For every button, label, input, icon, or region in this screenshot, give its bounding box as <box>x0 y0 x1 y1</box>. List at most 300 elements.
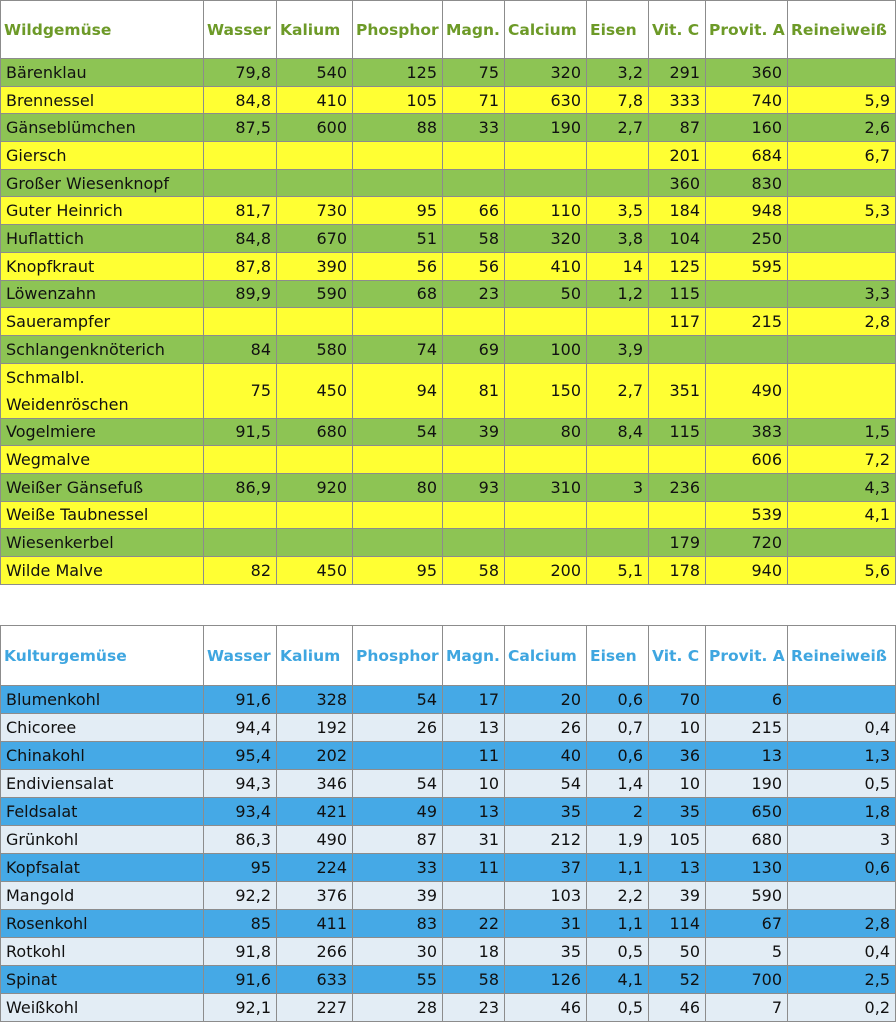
cult-table-row <box>1 854 896 882</box>
vegetable-name-cell: Wegmalve <box>1 446 204 474</box>
value-cell: 105 <box>353 86 443 114</box>
wild-table-row <box>1 501 896 529</box>
vegetable-name-cell: Sauerampfer <box>1 308 204 336</box>
value-cell: 13 <box>649 854 706 882</box>
value-cell <box>706 335 788 363</box>
value-cell: 33 <box>353 854 443 882</box>
value-cell: 190 <box>706 770 788 798</box>
value-cell: 920 <box>277 473 353 501</box>
value-cell: 0,2 <box>788 994 896 1022</box>
value-cell: 33 <box>443 114 505 142</box>
value-cell: 10 <box>649 714 706 742</box>
value-cell: 2,8 <box>788 308 896 336</box>
cult-table-row <box>1 798 896 826</box>
cult-header-cell: Eisen <box>587 626 649 686</box>
value-cell: 595 <box>706 252 788 280</box>
value-cell: 3 <box>788 826 896 854</box>
value-cell: 633 <box>277 966 353 994</box>
value-cell <box>587 501 649 529</box>
value-cell: 4,3 <box>788 473 896 501</box>
vegetable-name-cell: Schmalbl. Weidenröschen <box>1 363 204 418</box>
wild-table-row <box>1 418 896 446</box>
value-cell: 56 <box>443 252 505 280</box>
value-cell: 5,9 <box>788 86 896 114</box>
value-cell: 117 <box>649 308 706 336</box>
value-cell: 58 <box>443 557 505 585</box>
value-cell: 35 <box>649 798 706 826</box>
value-cell: 684 <box>706 142 788 170</box>
value-cell <box>788 882 896 910</box>
value-cell: 410 <box>505 252 587 280</box>
value-cell: 5,3 <box>788 197 896 225</box>
value-cell <box>204 142 277 170</box>
value-cell: 179 <box>649 529 706 557</box>
value-cell: 26 <box>353 714 443 742</box>
value-cell: 0,4 <box>788 938 896 966</box>
value-cell: 110 <box>505 197 587 225</box>
value-cell: 11 <box>443 854 505 882</box>
value-cell: 630 <box>505 86 587 114</box>
vegetable-name-cell: Kopfsalat <box>1 854 204 882</box>
cult-header-cell: Wasser <box>204 626 277 686</box>
value-cell: 266 <box>277 938 353 966</box>
value-cell: 39 <box>649 882 706 910</box>
value-cell <box>505 446 587 474</box>
cult-header-cell: Magn. <box>443 626 505 686</box>
value-cell: 0,7 <box>587 714 649 742</box>
cult-table-row <box>1 910 896 938</box>
value-cell: 940 <box>706 557 788 585</box>
value-cell <box>649 335 706 363</box>
wild-header-cell: Wasser <box>204 1 277 59</box>
value-cell: 100 <box>505 335 587 363</box>
value-cell: 4,1 <box>788 501 896 529</box>
value-cell: 948 <box>706 197 788 225</box>
value-cell: 580 <box>277 335 353 363</box>
value-cell: 87,5 <box>204 114 277 142</box>
value-cell: 94 <box>353 363 443 418</box>
value-cell: 70 <box>649 686 706 714</box>
value-cell: 2,7 <box>587 114 649 142</box>
wild-header-cell: Phosphor <box>353 1 443 59</box>
value-cell <box>505 501 587 529</box>
value-cell: 376 <box>277 882 353 910</box>
vegetable-name-cell: Spinat <box>1 966 204 994</box>
value-cell: 1,4 <box>587 770 649 798</box>
value-cell <box>277 142 353 170</box>
vegetable-name-cell: Großer Wiesenknopf <box>1 169 204 197</box>
cult-table-row <box>1 714 896 742</box>
value-cell: 540 <box>277 59 353 87</box>
value-cell: 2 <box>587 798 649 826</box>
value-cell <box>204 446 277 474</box>
value-cell: 23 <box>443 280 505 308</box>
value-cell <box>353 446 443 474</box>
value-cell: 360 <box>706 59 788 87</box>
wild-table-row <box>1 225 896 253</box>
value-cell: 31 <box>443 826 505 854</box>
value-cell <box>353 529 443 557</box>
cult-table-row <box>1 882 896 910</box>
cult-table-row <box>1 770 896 798</box>
value-cell: 126 <box>505 966 587 994</box>
value-cell: 30 <box>353 938 443 966</box>
value-cell: 50 <box>505 280 587 308</box>
value-cell: 383 <box>706 418 788 446</box>
value-cell: 103 <box>505 882 587 910</box>
value-cell: 4,1 <box>587 966 649 994</box>
value-cell <box>587 308 649 336</box>
value-cell <box>788 169 896 197</box>
wild-header-cell: Kalium <box>277 1 353 59</box>
value-cell: 58 <box>443 966 505 994</box>
value-cell: 539 <box>706 501 788 529</box>
wild-table-row <box>1 308 896 336</box>
wild-table-row <box>1 114 896 142</box>
value-cell: 2,5 <box>788 966 896 994</box>
wild-header-cell: Calcium <box>505 1 587 59</box>
value-cell: 1,8 <box>788 798 896 826</box>
value-cell: 125 <box>649 252 706 280</box>
value-cell: 92,1 <box>204 994 277 1022</box>
value-cell: 212 <box>505 826 587 854</box>
kulturgemuese-table <box>0 625 896 1022</box>
vegetable-name-cell: Weißer Gänsefuß <box>1 473 204 501</box>
value-cell: 14 <box>587 252 649 280</box>
value-cell <box>505 308 587 336</box>
value-cell: 89,9 <box>204 280 277 308</box>
value-cell <box>277 501 353 529</box>
wild-table-row <box>1 169 896 197</box>
cult-header-cell: Kalium <box>277 626 353 686</box>
value-cell: 91,5 <box>204 418 277 446</box>
value-cell <box>788 363 896 418</box>
value-cell: 81 <box>443 363 505 418</box>
value-cell: 490 <box>277 826 353 854</box>
value-cell <box>353 308 443 336</box>
value-cell: 91,6 <box>204 966 277 994</box>
value-cell: 95 <box>353 557 443 585</box>
vegetable-name-cell: Huflattich <box>1 225 204 253</box>
value-cell: 87 <box>353 826 443 854</box>
value-cell: 79,8 <box>204 59 277 87</box>
vegetable-name-cell: Knopfkraut <box>1 252 204 280</box>
value-cell: 23 <box>443 994 505 1022</box>
value-cell: 26 <box>505 714 587 742</box>
value-cell: 351 <box>649 363 706 418</box>
wild-table-row <box>1 446 896 474</box>
value-cell: 92,2 <box>204 882 277 910</box>
wild-title-header: Wildgemüse <box>1 1 204 59</box>
value-cell: 328 <box>277 686 353 714</box>
value-cell: 95 <box>204 854 277 882</box>
value-cell: 22 <box>443 910 505 938</box>
vegetable-name-cell: Schlangenknöterich <box>1 335 204 363</box>
value-cell: 150 <box>505 363 587 418</box>
value-cell: 83 <box>353 910 443 938</box>
value-cell: 450 <box>277 557 353 585</box>
vegetable-name-cell: Rotkohl <box>1 938 204 966</box>
value-cell: 227 <box>277 994 353 1022</box>
cult-header-cell: Reineiweiß <box>788 626 896 686</box>
value-cell: 1,1 <box>587 910 649 938</box>
value-cell: 91,8 <box>204 938 277 966</box>
value-cell: 1,5 <box>788 418 896 446</box>
value-cell: 84,8 <box>204 225 277 253</box>
value-cell: 320 <box>505 225 587 253</box>
value-cell: 5 <box>706 938 788 966</box>
wild-header-cell: Vit. C <box>649 1 706 59</box>
value-cell: 85 <box>204 910 277 938</box>
cult-table-row <box>1 742 896 770</box>
value-cell: 8,4 <box>587 418 649 446</box>
value-cell <box>204 308 277 336</box>
value-cell: 190 <box>505 114 587 142</box>
cult-table-body <box>1 686 896 1022</box>
value-cell: 75 <box>443 59 505 87</box>
wild-table-row <box>1 529 896 557</box>
value-cell: 71 <box>443 86 505 114</box>
value-cell: 125 <box>353 59 443 87</box>
value-cell <box>788 686 896 714</box>
value-cell: 94,3 <box>204 770 277 798</box>
value-cell <box>788 252 896 280</box>
value-cell <box>353 501 443 529</box>
vegetable-name-cell: Weißkohl <box>1 994 204 1022</box>
value-cell: 450 <box>277 363 353 418</box>
wild-header-row <box>1 1 896 59</box>
value-cell: 0,5 <box>587 938 649 966</box>
value-cell <box>443 882 505 910</box>
value-cell: 88 <box>353 114 443 142</box>
value-cell: 84 <box>204 335 277 363</box>
value-cell <box>587 169 649 197</box>
value-cell: 5,6 <box>788 557 896 585</box>
vegetable-name-cell: Bärenklau <box>1 59 204 87</box>
value-cell: 236 <box>649 473 706 501</box>
value-cell <box>649 446 706 474</box>
value-cell: 40 <box>505 742 587 770</box>
value-cell <box>443 169 505 197</box>
value-cell: 390 <box>277 252 353 280</box>
value-cell: 93 <box>443 473 505 501</box>
value-cell: 310 <box>505 473 587 501</box>
value-cell: 201 <box>649 142 706 170</box>
value-cell: 74 <box>353 335 443 363</box>
value-cell: 1,1 <box>587 854 649 882</box>
value-cell: 490 <box>706 363 788 418</box>
cult-table-row <box>1 994 896 1022</box>
vegetable-name-cell: Chinakohl <box>1 742 204 770</box>
value-cell: 105 <box>649 826 706 854</box>
value-cell: 13 <box>706 742 788 770</box>
value-cell: 54 <box>353 686 443 714</box>
value-cell <box>204 501 277 529</box>
value-cell <box>204 529 277 557</box>
vegetable-name-cell: Chicoree <box>1 714 204 742</box>
value-cell: 1,2 <box>587 280 649 308</box>
value-cell: 0,6 <box>587 742 649 770</box>
value-cell: 7,8 <box>587 86 649 114</box>
wild-header-cell: Eisen <box>587 1 649 59</box>
cult-header-cell: Phosphor <box>353 626 443 686</box>
value-cell: 2,8 <box>788 910 896 938</box>
value-cell: 360 <box>649 169 706 197</box>
value-cell: 700 <box>706 966 788 994</box>
value-cell: 0,4 <box>788 714 896 742</box>
cult-header-cell: Calcium <box>505 626 587 686</box>
vegetable-name-cell: Wilde Malve <box>1 557 204 585</box>
value-cell: 13 <box>443 714 505 742</box>
vegetable-name-cell: Blumenkohl <box>1 686 204 714</box>
value-cell: 215 <box>706 714 788 742</box>
value-cell: 730 <box>277 197 353 225</box>
value-cell: 55 <box>353 966 443 994</box>
value-cell: 80 <box>505 418 587 446</box>
wild-table-row <box>1 59 896 87</box>
value-cell: 680 <box>706 826 788 854</box>
value-cell: 115 <box>649 280 706 308</box>
wild-table-row <box>1 86 896 114</box>
value-cell: 86,3 <box>204 826 277 854</box>
wild-table-row <box>1 142 896 170</box>
value-cell <box>277 308 353 336</box>
value-cell <box>788 335 896 363</box>
value-cell <box>204 169 277 197</box>
value-cell: 346 <box>277 770 353 798</box>
value-cell: 46 <box>649 994 706 1022</box>
value-cell: 7,2 <box>788 446 896 474</box>
value-cell: 52 <box>649 966 706 994</box>
value-cell <box>706 280 788 308</box>
wild-header-cell: Provit. A <box>706 1 788 59</box>
value-cell: 411 <box>277 910 353 938</box>
value-cell <box>788 225 896 253</box>
value-cell: 87,8 <box>204 252 277 280</box>
value-cell: 215 <box>706 308 788 336</box>
value-cell <box>587 446 649 474</box>
value-cell: 18 <box>443 938 505 966</box>
value-cell: 10 <box>649 770 706 798</box>
value-cell: 66 <box>443 197 505 225</box>
value-cell: 58 <box>443 225 505 253</box>
value-cell <box>443 308 505 336</box>
value-cell: 93,4 <box>204 798 277 826</box>
wild-table-row <box>1 363 896 418</box>
value-cell: 54 <box>353 770 443 798</box>
value-cell: 320 <box>505 59 587 87</box>
value-cell: 28 <box>353 994 443 1022</box>
value-cell <box>353 142 443 170</box>
value-cell <box>353 169 443 197</box>
value-cell: 13 <box>443 798 505 826</box>
vegetable-name-cell: Grünkohl <box>1 826 204 854</box>
value-cell: 80 <box>353 473 443 501</box>
value-cell: 46 <box>505 994 587 1022</box>
value-cell: 86,9 <box>204 473 277 501</box>
value-cell <box>788 59 896 87</box>
value-cell: 17 <box>443 686 505 714</box>
value-cell: 11 <box>443 742 505 770</box>
cult-header-cell: Vit. C <box>649 626 706 686</box>
vegetable-name-cell: Gänseblümchen <box>1 114 204 142</box>
value-cell: 39 <box>353 882 443 910</box>
value-cell <box>706 473 788 501</box>
value-cell: 178 <box>649 557 706 585</box>
value-cell <box>505 529 587 557</box>
value-cell: 67 <box>706 910 788 938</box>
value-cell: 192 <box>277 714 353 742</box>
value-cell <box>587 142 649 170</box>
value-cell: 333 <box>649 86 706 114</box>
value-cell: 606 <box>706 446 788 474</box>
value-cell: 184 <box>649 197 706 225</box>
value-cell <box>353 742 443 770</box>
value-cell: 650 <box>706 798 788 826</box>
value-cell: 56 <box>353 252 443 280</box>
value-cell: 75 <box>204 363 277 418</box>
value-cell: 0,6 <box>587 686 649 714</box>
value-cell: 6 <box>706 686 788 714</box>
value-cell: 50 <box>649 938 706 966</box>
vegetable-name-cell: Vogelmiere <box>1 418 204 446</box>
value-cell: 87 <box>649 114 706 142</box>
value-cell: 94,4 <box>204 714 277 742</box>
value-cell: 115 <box>649 418 706 446</box>
vegetable-name-cell: Endiviensalat <box>1 770 204 798</box>
value-cell: 130 <box>706 854 788 882</box>
wild-table-row <box>1 197 896 225</box>
value-cell: 590 <box>277 280 353 308</box>
value-cell <box>788 529 896 557</box>
value-cell: 20 <box>505 686 587 714</box>
cult-title-header: Kulturgemüse <box>1 626 204 686</box>
value-cell: 68 <box>353 280 443 308</box>
vegetable-name-cell: Guter Heinrich <box>1 197 204 225</box>
value-cell: 3,2 <box>587 59 649 87</box>
value-cell <box>277 446 353 474</box>
value-cell: 114 <box>649 910 706 938</box>
value-cell: 2,7 <box>587 363 649 418</box>
value-cell: 720 <box>706 529 788 557</box>
value-cell: 6,7 <box>788 142 896 170</box>
value-cell <box>443 446 505 474</box>
value-cell: 54 <box>505 770 587 798</box>
value-cell: 3 <box>587 473 649 501</box>
cult-header-row <box>1 626 896 686</box>
vegetable-name-cell: Giersch <box>1 142 204 170</box>
value-cell: 1,3 <box>788 742 896 770</box>
vegetable-name-cell: Löwenzahn <box>1 280 204 308</box>
value-cell: 670 <box>277 225 353 253</box>
vegetable-name-cell: Rosenkohl <box>1 910 204 938</box>
value-cell: 830 <box>706 169 788 197</box>
value-cell <box>505 142 587 170</box>
value-cell: 54 <box>353 418 443 446</box>
value-cell: 37 <box>505 854 587 882</box>
value-cell: 0,6 <box>788 854 896 882</box>
wild-table-row <box>1 473 896 501</box>
value-cell: 600 <box>277 114 353 142</box>
value-cell: 7 <box>706 994 788 1022</box>
wild-table-body <box>1 59 896 585</box>
cult-table-row <box>1 826 896 854</box>
vegetable-name-cell: Weiße Taubnessel <box>1 501 204 529</box>
vegetable-name-cell: Brennessel <box>1 86 204 114</box>
value-cell: 3,5 <box>587 197 649 225</box>
value-cell <box>443 142 505 170</box>
vegetable-name-cell: Mangold <box>1 882 204 910</box>
